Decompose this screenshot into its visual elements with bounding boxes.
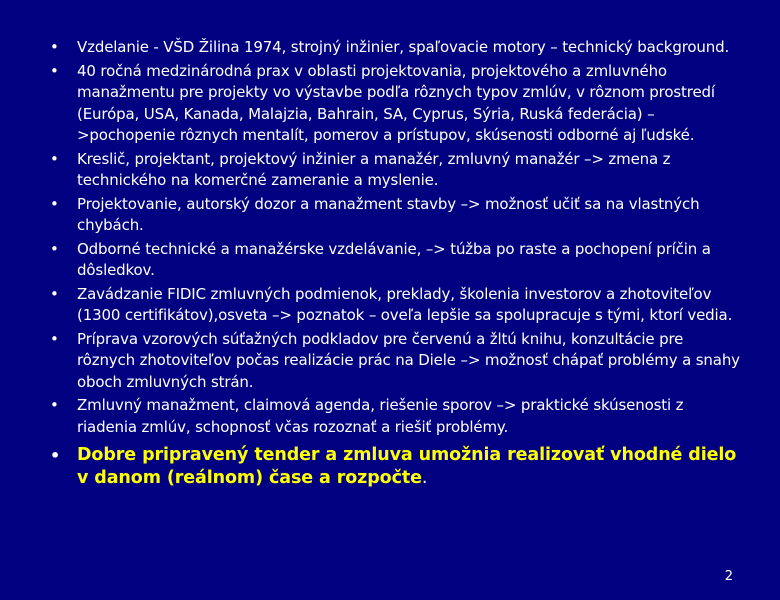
bullet-item [50, 149, 740, 192]
bullet-item [50, 395, 740, 438]
bullet-text: Vzdelanie - VŠD Žilina 1974, strojný inžinier, spaľovacie motory – technický background. [77, 38, 730, 56]
bullet-dot-icon: • [50, 446, 61, 465]
bullet-item [50, 61, 740, 147]
bullet-list [50, 37, 740, 492]
bullet-dot-icon: • [50, 284, 59, 303]
emphasis-trail: . [421, 468, 428, 488]
bullet-dot-icon: • [50, 149, 59, 168]
bullet-dot-icon: • [50, 329, 59, 348]
bullet-item [50, 284, 740, 327]
bullet-dot-icon: • [50, 194, 59, 213]
bullet-dot-icon: • [50, 239, 59, 258]
emphasis-text: Dobre pripravený tender a zmluva umožnia realizovať vhodné dielo v danom (reálnom) čase a rozpočte [77, 445, 737, 488]
bullet-item [50, 37, 740, 59]
bullet-dot-icon: • [50, 61, 59, 80]
bullet-dot-icon: • [50, 38, 59, 56]
emphasis-bullet [50, 444, 740, 490]
bullet-text: Projektovanie, autorský dozor a manažment stavby –> možnosť učiť sa na vlastných chybách. [77, 194, 700, 234]
bullet-text: Zmluvný manažment, claimová agenda, riešenie sporov –> praktické skúsenosti z riadenia zmlúv, schopnosť včas rozoznať a riešiť problémy. [77, 396, 684, 436]
bullet-item [50, 194, 740, 237]
bullet-text: Zavádzanie FIDIC zmluvných podmienok, preklady, školenia investorov a zhotoviteľov (1300 certifikátov),osveta –> poznatok – oveľa lepšie sa spolupracuje s tými, ktorí vedia. [77, 284, 733, 324]
page-number: 2 [724, 569, 733, 584]
bullet-text: 40 ročná medzinárodná prax v oblasti projektovania, projektového a zmluvného manažmentu pre projekty vo výstavbe podľa rôznych typov zmlúv, v rôznom prostredí (Európa, USA, Kanada, Malajzia, Bahrain, SA, Cyprus, Sýria, Ruská federácia) –>pochopenie rôznych mentalít, pomerov a prístupov, skúsenosti odborné aj ľudské. [77, 61, 715, 144]
bullet-dot-icon: • [50, 396, 59, 414]
bullet-item [50, 239, 740, 282]
bullet-text: Príprava vzorových súťažných podkladov pre červenú a žltú knihu, konzultácie pre rôznych zhotoviteľov počas realizácie prác na Diele –> možnosť chápať problémy a snahy oboch zmluvných strán. [77, 329, 740, 391]
bullet-item [50, 329, 740, 394]
bullet-text: Odborné technické a manažérske vzdelávanie, –> túžba po raste a pochopení príčin a dôsledkov. [77, 239, 711, 279]
bullet-text: Kreslič, projektant, projektový inžinier a manažér, zmluvný manažér –> zmena z technického na komerčné zameranie a myslenie. [77, 149, 671, 189]
